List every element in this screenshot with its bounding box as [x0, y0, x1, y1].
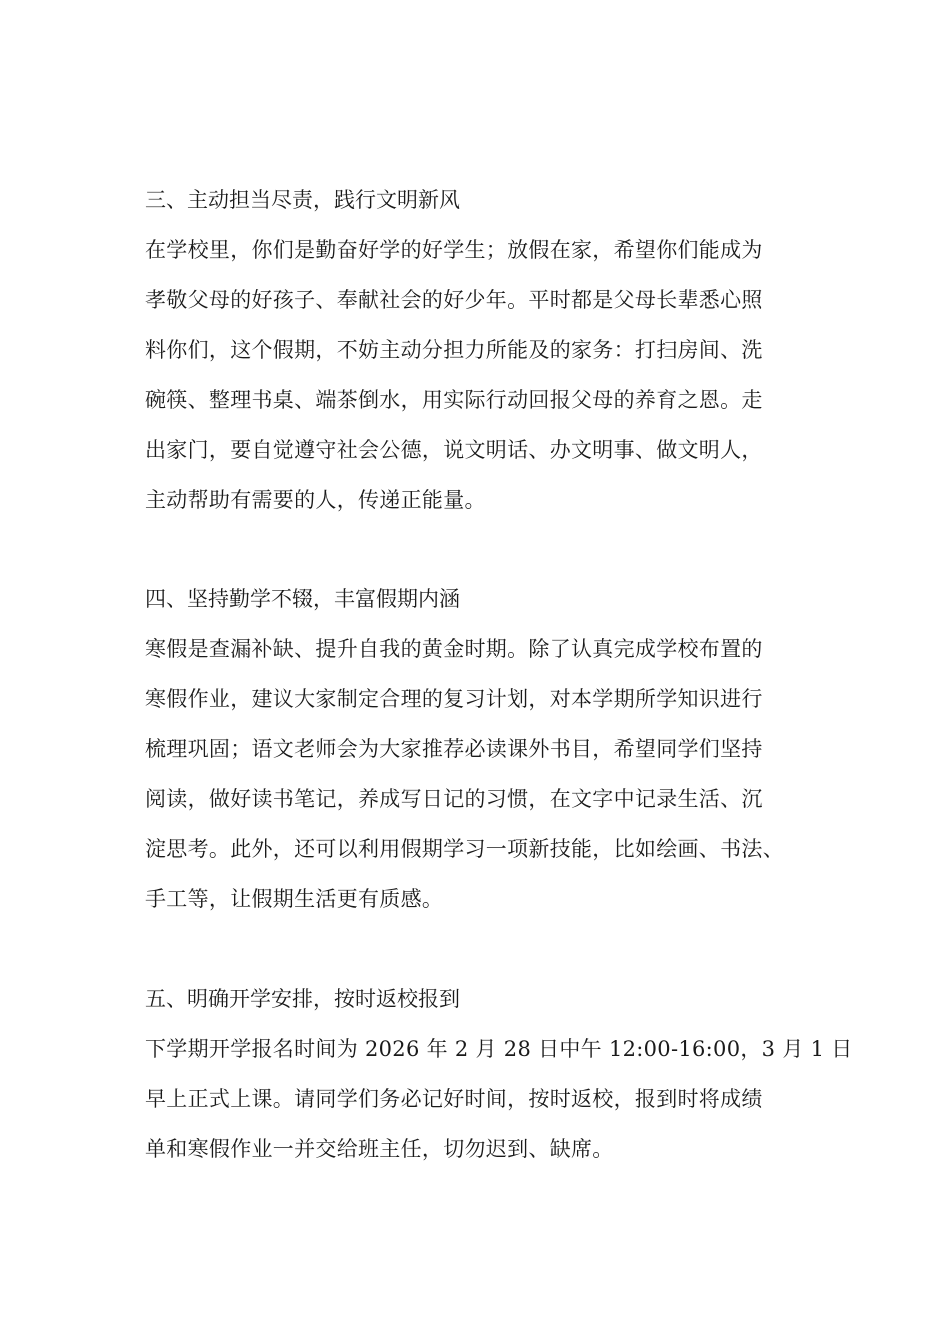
paragraph-line: 寒假作业，建议大家制定合理的复习计划，对本学期所学知识进行 — [145, 687, 763, 711]
section-heading: 四、坚持勤学不辍，丰富假期内涵 — [145, 587, 460, 611]
paragraph-line: 淀思考。此外，还可以利用假期学习一项新技能，比如绘画、书法、 — [145, 837, 784, 861]
paragraph-line: 梳理巩固；语文老师会为大家推荐必读课外书目，希望同学们坚持 — [145, 737, 763, 761]
paragraph-line: 出家门，要自觉遵守社会公德，说文明话、办文明事、做文明人， — [145, 438, 763, 462]
paragraph-line: 阅读，做好读书笔记，养成写日记的习惯，在文字中记录生活、沉 — [145, 787, 763, 811]
paragraph-line: 手工等，让假期生活更有质感。 — [145, 887, 444, 911]
paragraph-line: 孝敬父母的好孩子、奉献社会的好少年。平时都是父母长辈悉心照 — [145, 288, 763, 312]
section-heading: 三、主动担当尽责，践行文明新风 — [145, 188, 460, 212]
paragraph-line: 单和寒假作业一并交给班主任，切勿迟到、缺席。 — [145, 1137, 614, 1161]
paragraph-line: 早上正式上课。请同学们务必记好时间，按时返校，报到时将成绩 — [145, 1087, 763, 1111]
paragraph-line: 寒假是查漏补缺、提升自我的黄金时期。除了认真完成学校布置的 — [145, 637, 763, 661]
paragraph-line: 主动帮助有需要的人，传递正能量。 — [145, 488, 486, 512]
section-heading: 五、明确开学安排，按时返校报到 — [145, 987, 460, 1011]
section-5 — [145, 974, 853, 1174]
section-3 — [145, 175, 835, 525]
paragraph-line: 在学校里，你们是勤奋好学的好学生；放假在家，希望你们能成为 — [145, 238, 763, 262]
paragraph-line: 碗筷、整理书桌、端茶倒水，用实际行动回报父母的养育之恩。走 — [145, 388, 763, 412]
section-4 — [145, 574, 835, 924]
paragraph-line: 料你们，这个假期，不妨主动分担力所能及的家务：打扫房间、洗 — [145, 338, 763, 362]
paragraph-line: 下学期开学报名时间为 2026 年 2 月 28 日中午 12:00-16:00，3 月 1 日 — [145, 1037, 853, 1061]
